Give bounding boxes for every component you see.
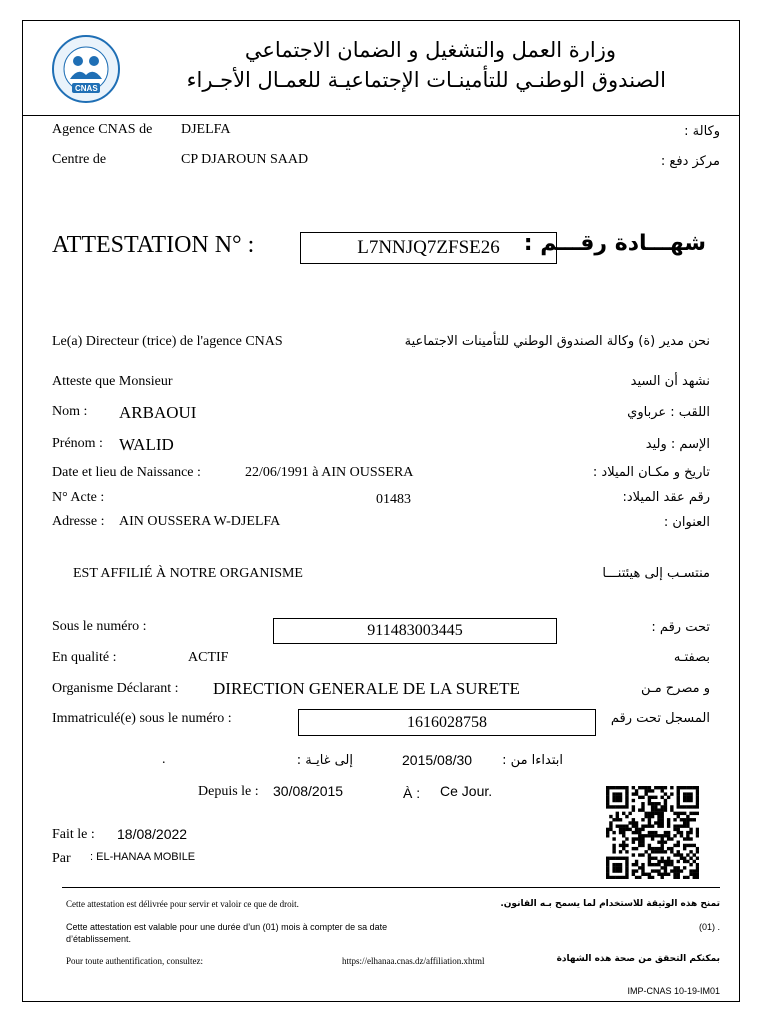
- director-text: Le(a) Directeur (trice) de l'agence CNAS: [52, 334, 283, 349]
- immat-box: [298, 709, 596, 736]
- qualite-ar: بصفتـه: [673, 650, 710, 665]
- organisme-label: Organisme Déclarant :: [52, 681, 179, 696]
- acte-value: 01483: [376, 492, 411, 507]
- acte-ar: رقم عقد الميلاد:: [622, 490, 710, 505]
- attestation-number-box: [300, 232, 557, 264]
- cnas-logo: [50, 33, 122, 105]
- footer-line3: Pour toute authentification, consultez:: [66, 956, 203, 966]
- qualite-value: ACTIF: [188, 650, 229, 665]
- naissance-label: Date et lieu de Naissance :: [52, 465, 201, 480]
- fait-label: Fait le :: [52, 827, 95, 842]
- sous-num-label: Sous le numéro :: [52, 619, 147, 634]
- nom-value: ARBAOUI: [119, 403, 197, 422]
- director-text-ar: نحن مدير (ة) وكالة الصندوق الوطني للتأمينات الاجتماعية: [404, 334, 710, 349]
- naissance-value: 22/06/1991 à AIN OUSSERA: [245, 465, 414, 480]
- qr-code: [606, 786, 699, 879]
- header-separator: [22, 115, 740, 116]
- ministry-title: وزارة العمل والتشغيل و الضمان الاجتماعي: [244, 38, 616, 62]
- sous-num-value: 911483003445: [367, 622, 463, 639]
- adresse-label: Adresse :: [52, 514, 105, 529]
- from-ar: ابتداءا من :: [502, 753, 563, 768]
- period-dot: .: [162, 752, 166, 767]
- atteste-text-ar: نشهد أن السيد: [630, 374, 710, 389]
- organisme-ar: و مصرح مـن: [640, 681, 710, 696]
- footer-line1: Cette attestation est délivrée pour servir et valoir ce que de droit.: [66, 899, 299, 909]
- atteste-text: Atteste que Monsieur: [52, 374, 173, 389]
- nom-ar: اللقب : عرباوي: [627, 405, 710, 420]
- naissance-ar: تاريخ و مكـان الميلاد :: [592, 465, 710, 480]
- qualite-label: En qualité :: [52, 650, 117, 665]
- footer-line3-ar: بمكنكم التحقق من صحة هذه الشهادة: [556, 954, 720, 964]
- organisme-value: DIRECTION GENERALE DE LA SURETE: [213, 679, 520, 698]
- par-label: Par: [52, 851, 71, 866]
- sous-num-box: [273, 618, 557, 644]
- footer-separator: [62, 887, 720, 888]
- agence-label-ar: وكالة :: [684, 124, 720, 139]
- fund-title: الصندوق الوطنـي للتأمينـات الإجتماعيـة للعمـال الأجـراء: [186, 68, 666, 92]
- form-code: IMP-CNAS 10-19-IM01: [627, 986, 720, 996]
- logo-text: CNAS: [75, 84, 98, 93]
- footer-line1-ar: تمنح هذه الوثيقة للاستخدام لما يسمح بـه القانون.: [500, 899, 720, 909]
- attestation-label-ar: شهـــادة رقـــم :: [523, 231, 706, 256]
- adresse-ar: العنوان :: [663, 515, 710, 530]
- attestation-label: ATTESTATION N° :: [52, 232, 255, 258]
- par-value: : EL-HANAA MOBILE: [90, 851, 196, 863]
- footer-line2-ar: (01) .: [698, 922, 720, 932]
- agence-value: DJELFA: [181, 122, 231, 137]
- acte-label: N° Acte :: [52, 490, 105, 505]
- nom-label: Nom :: [52, 404, 88, 419]
- from-date: 2015/08/30: [402, 752, 473, 768]
- agence-label: Agence CNAS de: [52, 122, 153, 137]
- attestation-number: L7NNJQ7ZFSE26: [357, 237, 500, 258]
- a-label: À :: [403, 785, 421, 801]
- affilie-text-ar: منتسـب إلى هيئتنـــا: [602, 566, 710, 581]
- footer-line2b: d’établissement.: [66, 934, 132, 944]
- adresse-value: AIN OUSSERA W-DJELFA: [119, 514, 281, 529]
- prenom-value: WALID: [119, 435, 174, 454]
- depuis-label: Depuis le :: [198, 784, 259, 799]
- footer-line2a: Cette attestation est valable pour une durée d’un (01) mois à compter de sa date: [66, 922, 388, 932]
- fait-value: 18/08/2022: [117, 826, 188, 842]
- ila-ar: إلى غايـة :: [296, 753, 353, 768]
- affilie-text: EST AFFILIÉ À NOTRE ORGANISME: [73, 566, 303, 581]
- immat-label: Immatriculé(e) sous le numéro :: [52, 711, 232, 726]
- immat-ar: المسجل تحت رقم: [610, 711, 710, 726]
- immat-value: 1616028758: [407, 714, 487, 731]
- centre-label: Centre de: [52, 152, 107, 167]
- centre-label-ar: مركز دفع :: [660, 154, 720, 169]
- depuis-value: 30/08/2015: [273, 783, 344, 799]
- prenom-ar: الإسم : وليد: [645, 437, 710, 452]
- centre-value: CP DJAROUN SAAD: [181, 152, 309, 167]
- verification-url[interactable]: https://elhanaa.cnas.dz/affiliation.xhtml: [342, 956, 485, 966]
- sous-num-ar: تحت رقم :: [651, 620, 710, 635]
- a-value: Ce Jour.: [440, 783, 493, 799]
- prenom-label: Prénom :: [52, 436, 103, 451]
